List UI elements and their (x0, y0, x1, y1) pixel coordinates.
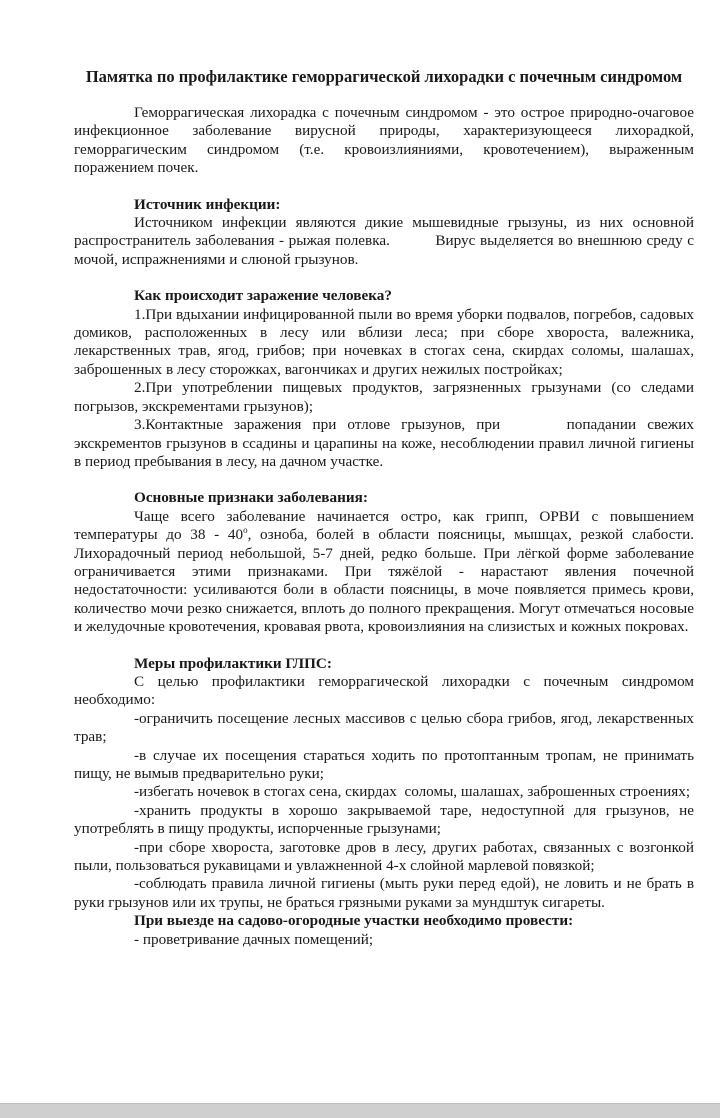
symptoms-text-start: Чаще всего заболевание начинается остро, как грипп, ОРВИ с повышением температуры до 38 - 40 (74, 507, 694, 544)
page-title: Памятка по профилактике геморрагической лихорадки с почечным синдромом (85, 67, 683, 86)
transmission-item-2: 2.При употреблении пищевых продуктов, загрязненных грызунами (со следами погрызов, экскрементами грызунов); (74, 379, 694, 415)
prevention-heading: Меры профилактики ГЛПС: (134, 654, 332, 672)
dacha-heading: При выезде на садово-огородные участки необходимо провести: (134, 912, 574, 930)
symptoms-heading: Основные признаки заболевания: (134, 489, 368, 507)
degree-sign: о (243, 525, 248, 536)
transmission-heading: Как происходит заражение человека? (134, 287, 392, 305)
dacha-item-1: - проветривание дачных помещений; (134, 930, 374, 948)
transmission-item-1: 1.При вдыхании инфицированной пыли во время уборки подвалов, погребов, садовых домиков, расположенных в лесу или вблизи леса; при сборе хвороста, валежника, лекарственных трав, ягод, грибов; при ночевках в стогах сена, скирдах соломы, шалашах, заброшенных в лесу сторожках, вагончиках и других нежилых постройках; (74, 305, 694, 378)
prevention-item-4: -хранить продукты в хорошо закрываемой таре, недоступной для грызунов, не употреблять в пищу продукты, испорченные грызунами; (74, 801, 694, 838)
prevention-item-3: -избегать ночевок в стогах сена, скирдах соломы, шалашах, заброшенных строениях; (134, 783, 691, 801)
symptoms-paragraph (74, 508, 694, 637)
page-bottom-edge (0, 1103, 720, 1118)
prevention-item-5: -при сборе хвороста, заготовке дров в лесу, других работах, связанных с возгонкой пыли, пользоваться рукавицами и увлажненной 4-х слойной марлевой повязкой; (74, 838, 694, 875)
prevention-item-2: -в случае их посещения стараться ходить по протоптанным тропам, не принимать пищу, не вымыв предварительно руки; (74, 746, 694, 782)
prevention-item-1: -ограничить посещение лесных массивов с целью сбора грибов, ягод, лекарственных трав; (74, 709, 694, 746)
symptoms-text-end: , озноба, болей в области поясницы, мышцах, резкой слабости. Лихорадочный период небольшой, 5-7 дней, редко больше. При лёгкой форме заболевание ограничивается этими признаками. При тяжёлой - нарастают явления почечной недостаточности: усиливаются боли в области поясницы, в моче появляется примесь крови, количество мочи резко снижается, вплоть до полного прекращения. Могут отмечаться носовые и желудочные кровотечения, кровавая рвота, кровоизлияния на слизистых и кожных покровах. (74, 526, 695, 636)
transmission-item-3: 3.Контактные заражения при отлове грызунов, при попадании свежих экскрементов грызунов в ссадины и царапины на коже, несоблюдении правил личной гигиены в период пребывания в лесу, на дачном участке. (74, 416, 698, 470)
intro-paragraph: Геморрагическая лихорадка с почечным синдромом - это острое природно-очаговое инфекционное заболевание вирусной природы, характеризующееся лихорадкой, геморрагическим синдромом (т.е. кровоизлияниями, кровотечением), выраженным поражением почек. (74, 104, 694, 177)
source-paragraph: Источником инфекции являются дикие мышевидные грызуны, из них основной распространитель заболевания - рыжая полевка. Вирус выделяется во внешнюю среду с мочой, испражнениями и слюной грызунов. (74, 214, 698, 268)
prevention-intro: С целью профилактики геморрагической лихорадки с почечным синдромом необходимо: (74, 672, 694, 709)
document-content (74, 66, 698, 949)
source-heading: Источник инфекции: (134, 195, 281, 213)
prevention-item-6: -соблюдать правила личной гигиены (мыть руки перед едой), не ловить и не брать в руки грызунов или их трупы, не браться грязными руками за мундштук сигареты. (74, 875, 694, 911)
